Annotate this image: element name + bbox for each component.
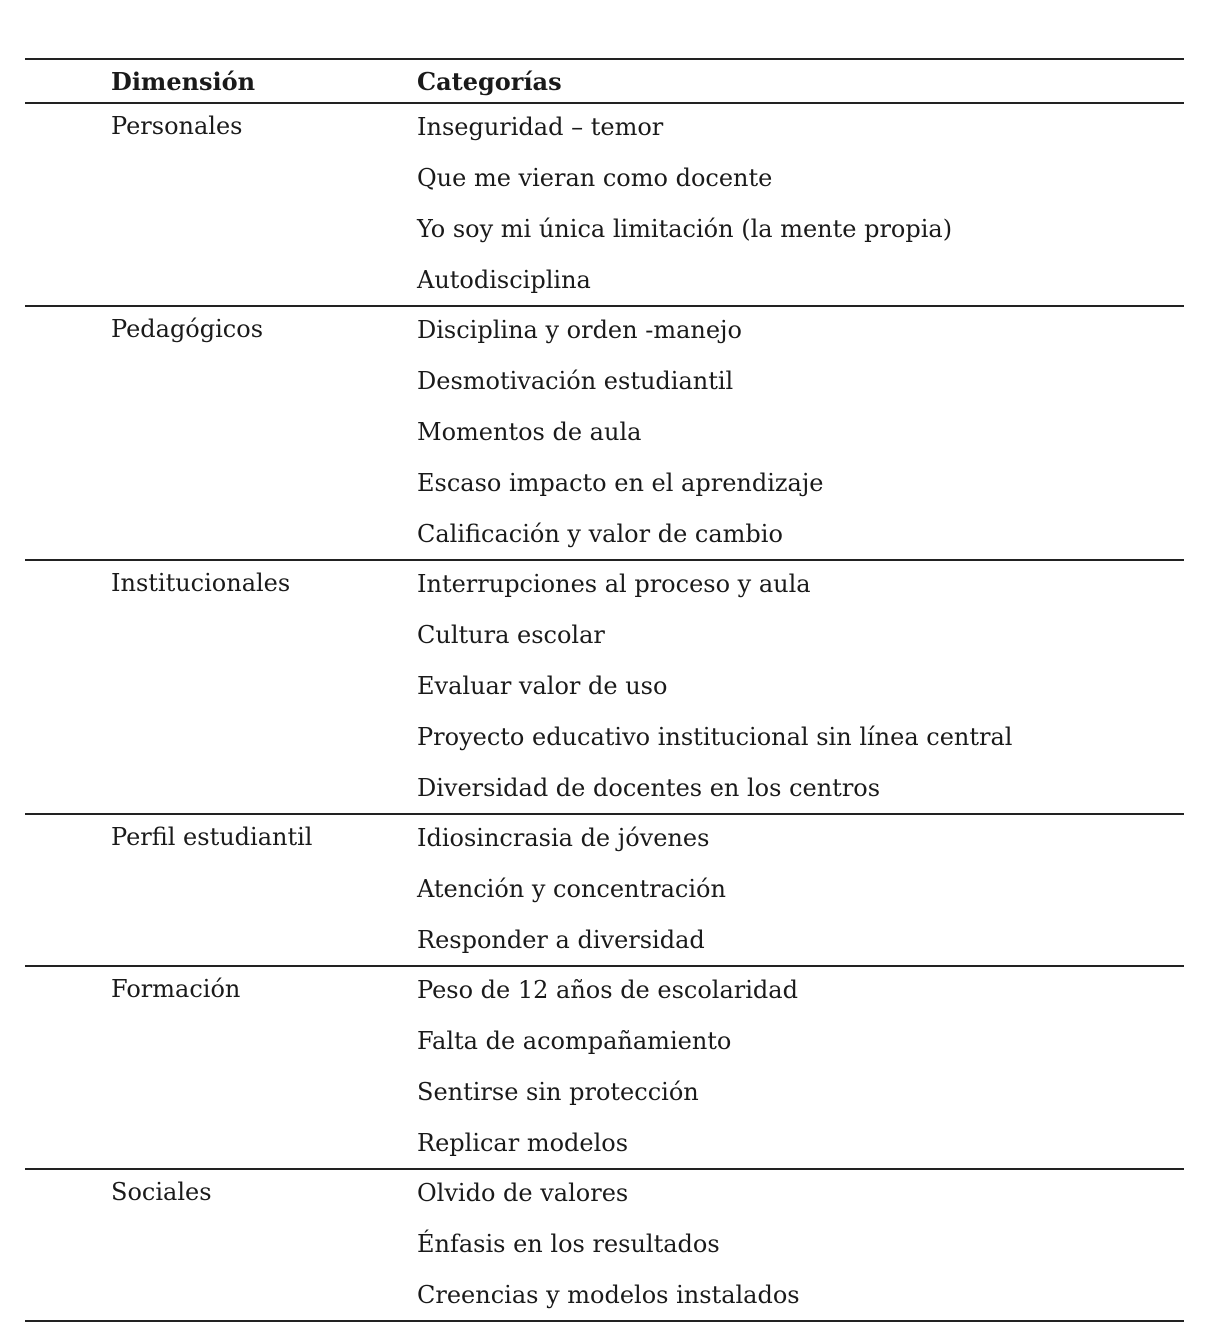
category-item: Responder a diversidad [417,926,705,954]
categories-table [25,58,1184,1322]
category-item: Diversidad de docentes en los centros [417,774,881,802]
category-item: Cultura escolar [417,621,605,649]
category-item: Creencias y modelos instalados [417,1281,800,1309]
dimension-cell: Perfil estudiantil [111,823,313,851]
category-item: Idiosincrasia de jóvenes [417,824,710,852]
category-item: Calificación y valor de cambio [417,520,783,548]
bottom-rule [25,1320,1184,1322]
category-item: Momentos de aula [417,418,642,446]
category-item: Escaso impacto en el aprendizaje [417,469,824,497]
header-dimension: Dimensión [111,66,256,96]
category-item: Yo soy mi única limitación (la mente propia) [417,215,953,243]
category-item: Atención y concentración [417,875,726,903]
dimension-cell: Pedagógicos [111,315,264,343]
category-item: Replicar modelos [417,1129,629,1157]
table-header [25,60,1184,102]
dimension-cell: Personales [111,112,243,140]
category-item: Interrupciones al proceso y aula [417,570,811,598]
category-item: Inseguridad – temor [417,113,664,141]
category-item: Desmotivación estudiantil [417,367,734,395]
categories-cell [417,1170,1184,1320]
category-item: Falta de acompañamiento [417,1027,732,1055]
category-item: Proyecto educativo institucional sin línea central [417,723,1013,751]
category-item: Evaluar valor de uso [417,672,668,700]
table-row [25,561,1184,813]
categories-cell [417,561,1184,813]
categories-cell [417,104,1184,305]
category-item: Énfasis en los resultados [417,1230,720,1258]
dimension-cell: Formación [111,975,241,1003]
categories-cell [417,967,1184,1168]
table-row [25,307,1184,559]
category-item: Sentirse sin protección [417,1078,699,1106]
table-row [25,104,1184,305]
dimension-cell: Institucionales [111,569,291,597]
category-item: Que me vieran como docente [417,164,773,192]
dimension-cell: Sociales [111,1178,212,1206]
category-item: Autodisciplina [417,266,591,294]
table-row [25,1170,1184,1320]
table-row [25,815,1184,965]
category-item: Peso de 12 años de escolaridad [417,976,798,1004]
category-item: Olvido de valores [417,1179,629,1207]
category-item: Disciplina y orden -manejo [417,316,742,344]
categories-cell [417,307,1184,559]
categories-cell [417,815,1184,965]
table-row [25,967,1184,1168]
header-categories: Categorías [417,66,562,96]
table-body [25,102,1184,1322]
